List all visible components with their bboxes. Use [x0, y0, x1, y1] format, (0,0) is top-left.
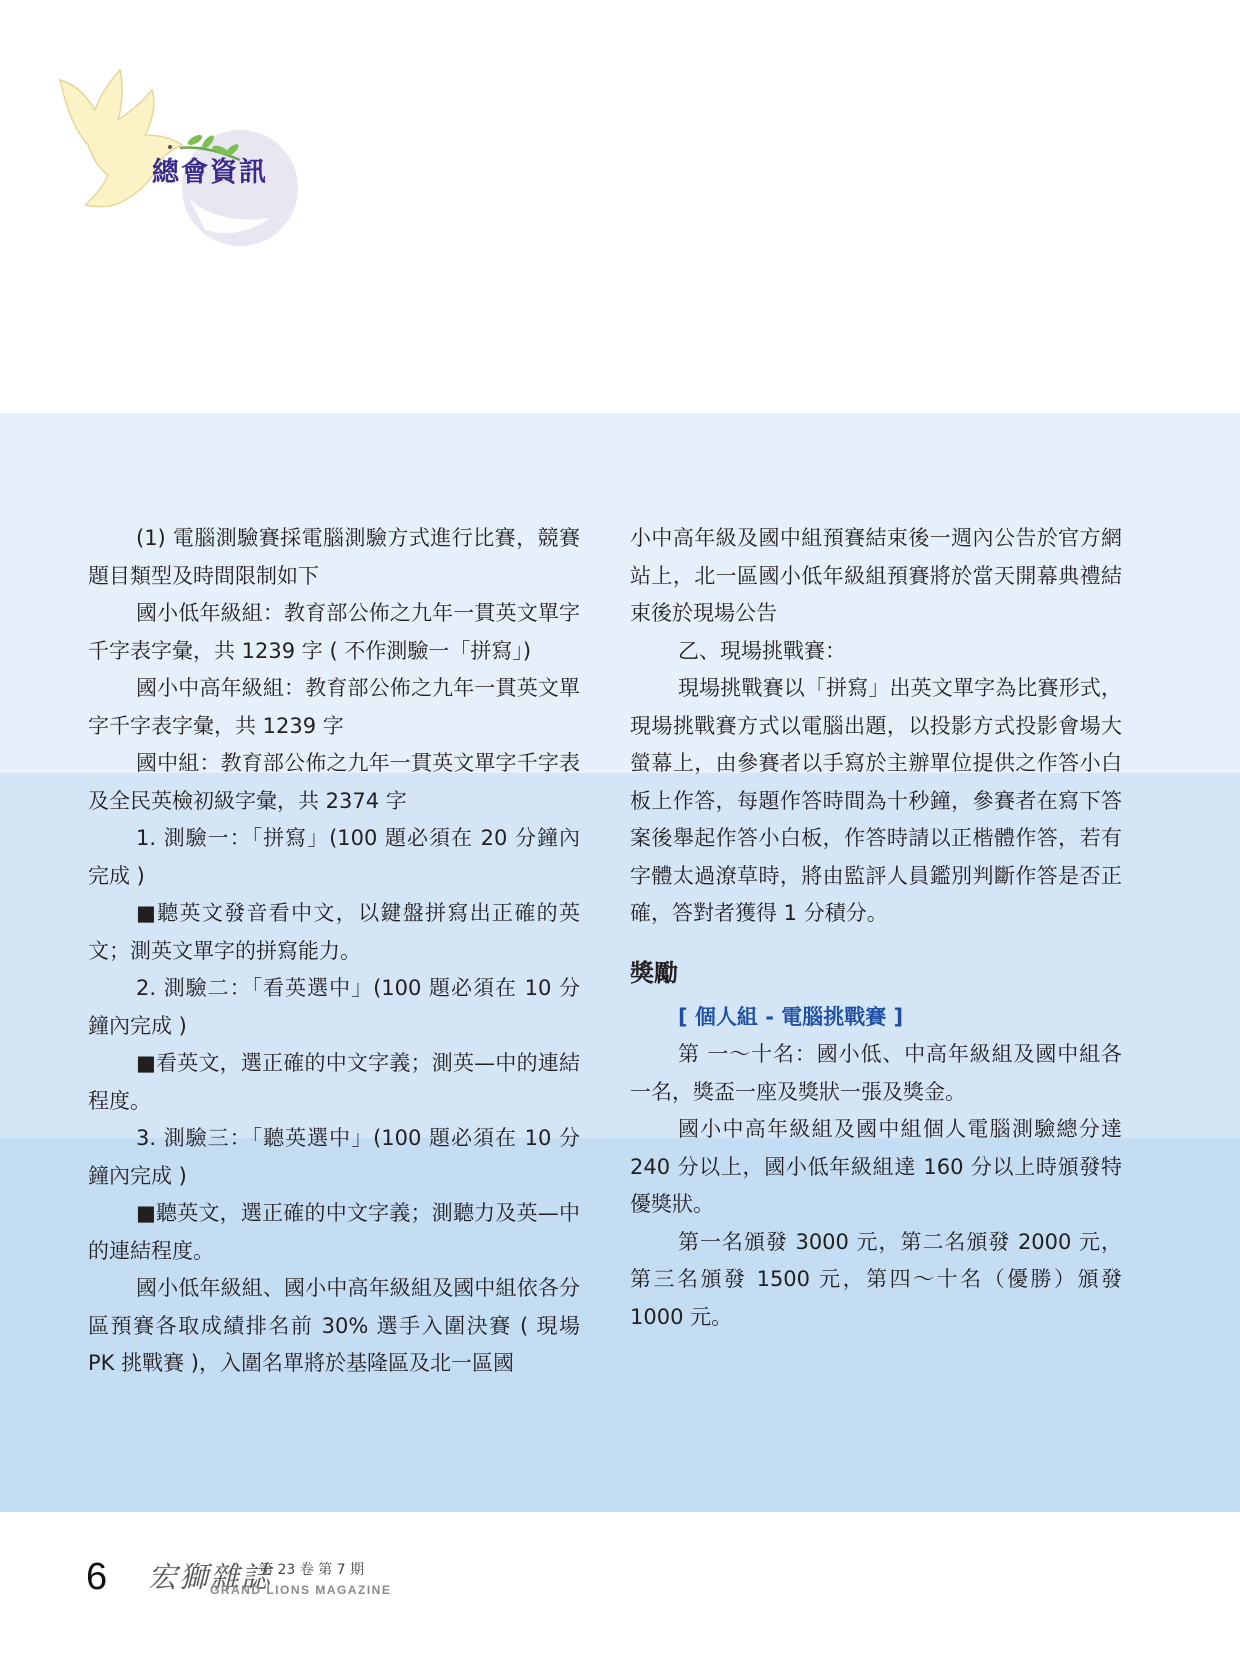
paragraph: 國小低年級組：教育部公佈之九年一貫英文單字千字表字彙，共 1239 字 ( 不作測驗一「拼寫」)	[88, 601, 580, 663]
right-column	[630, 520, 1122, 1336]
paragraph: 2. 測驗二：「看英選中」(100 題必須在 10 分鐘內完成 )	[88, 976, 580, 1038]
paragraph: 小中高年級及國中組預賽結束後一週內公告於官方網站上，北一區國小低年級組預賽將於當天開幕典禮結束後於現場公告	[630, 526, 1122, 625]
paragraph: 3. 測驗三：「聽英選中」(100 題必須在 10 分鐘內完成 )	[88, 1126, 580, 1188]
left-column	[88, 520, 580, 1383]
section-title: 總會資訊	[152, 157, 268, 188]
paragraph: 國小中高年級組及國中組個人電腦測驗總分達 240 分以上，國小低年級組達 160 分以上時頒發特優獎狀。	[630, 1117, 1122, 1216]
paragraph: ■聽英文發音看中文，以鍵盤拼寫出正確的英文；測英文單字的拼寫能力。	[88, 901, 580, 963]
paragraph: 國小中高年級組：教育部公佈之九年一貫英文單字千字表字彙，共 1239 字	[88, 676, 580, 738]
paragraph: 國小低年級組、國小中高年級組及國中組依各分區預賽各取成績排名前 30% 選手入圍決賽 ( 現場 PK 挑戰賽 )，入圍名單將於基隆區及北一區國	[88, 1276, 580, 1375]
paragraph: 乙、現場挑戰賽：	[678, 638, 846, 663]
paragraph: 國中組：教育部公佈之九年一貫英文單字千字表及全民英檢初級字彙，共 2374 字	[88, 751, 580, 813]
paragraph: (1) 電腦測驗賽採電腦測驗方式進行比賽，競賽題目類型及時間限制如下	[88, 526, 580, 588]
paragraph: 1. 測驗一：「拼寫」(100 題必須在 20 分鐘內完成 )	[88, 826, 580, 888]
paragraph: ■聽英文，選正確的中文字義；測聽力及英—中的連結程度。	[88, 1201, 580, 1263]
magazine-english-name: GRAND LIONS MAGAZINE	[210, 1583, 392, 1597]
paragraph: 第一名頒發 3000 元，第二名頒發 2000 元，第三名頒發 1500 元，第四～十名（優勝）頒發 1000 元。	[630, 1229, 1122, 1329]
magazine-name: 宏獅雜誌	[148, 1560, 273, 1594]
page-number: 6	[86, 1556, 108, 1598]
paragraph: 第 一～十名：國小低、中高年級組及國中組各一名，獎盃一座及獎狀一張及獎金。	[630, 1042, 1122, 1104]
issue-label: 第 23 卷 第 7 期	[259, 1562, 364, 1578]
paragraph: ■看英文，選正確的中文字義；測英—中的連結程度。	[88, 1051, 580, 1113]
subheading: [ 個人組 - 電腦挑戰賽 ]	[678, 1004, 904, 1029]
paragraph: 現場挑戰賽以「拼寫」出英文單字為比賽形式，現場挑戰賽方式以電腦出題，以投影方式投影會場大螢幕上，由參賽者以手寫於主辦單位提供之作答小白板上作答，每題作答時間為十秒鐘，參賽者在寫下答案後舉起作答小白板，作答時請以正楷體作答，若有字體太過潦草時，將由監評人員鑑別判斷作答是否正確，答對者獲得 1 分積分。	[630, 676, 1122, 925]
section-heading: 獎勵	[630, 958, 678, 987]
